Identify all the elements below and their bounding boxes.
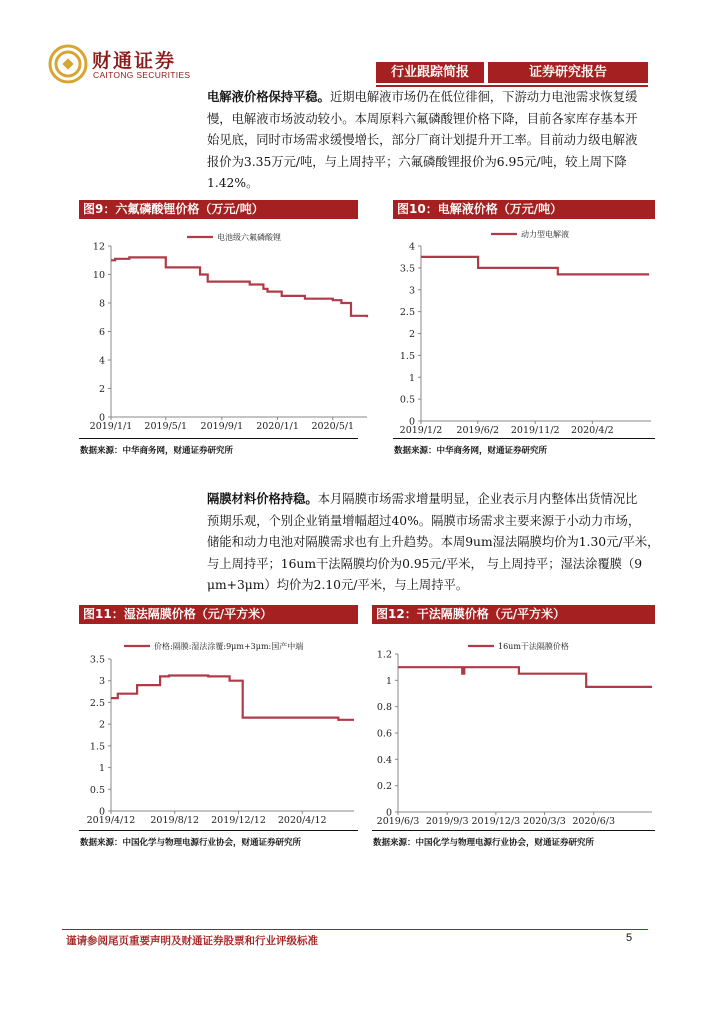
y-tick-label: 6	[98, 327, 105, 338]
y-tick-label: 2.5	[89, 697, 105, 709]
y-tick-label: 0.5	[399, 394, 415, 406]
paragraph-line: μm+3μm）均价为2.10元/平米，与上周持平。	[207, 578, 469, 592]
x-tick-label: 2019/1/2	[399, 425, 443, 436]
figure-9-title: 图9：六氟磷酸锂价格（万元/吨）	[79, 200, 358, 219]
figure-10-chart	[393, 224, 658, 436]
x-tick-label: 2019/6/2	[456, 425, 500, 436]
x-tick-label: 2019/6/3	[376, 816, 420, 827]
figure-10-title: 图10：电解液价格（万元/吨）	[393, 200, 655, 219]
y-tick-label: 4	[98, 355, 105, 367]
y-tick-label: 2	[98, 719, 105, 731]
paragraph-line: 预期乐观，个别企业销量增幅超过40%。隔膜市场需求主要来源于小动力市场，	[207, 513, 641, 528]
company-logo	[48, 44, 198, 84]
x-tick-label: 2020/1/1	[256, 421, 299, 432]
footer-divider	[62, 929, 648, 930]
paragraph-line: 1.42%。	[207, 176, 259, 190]
figure-12-source: 数据来源：中国化学与物理电源行业协会，财通证券研究所	[373, 838, 595, 848]
paragraph-line: 报价为3.35万元/吨，与上周持平；六氟磷酸锂报价为6.95元/吨，较上周下降	[207, 154, 627, 169]
x-tick-label: 2019/8/12	[150, 815, 200, 826]
legend-label: 动力型电解液	[521, 230, 569, 239]
x-tick-label: 2019/4/12	[86, 815, 136, 826]
paragraph-line: 慢，电解液市场波动较小。本周原料六氟磷酸锂价格下降，目前各家库存基本开	[207, 111, 638, 126]
y-tick-label: 0.5	[89, 784, 105, 796]
paragraph-line: 近期电解液市场仍在低位徘徊，下游动力电池需求恢复缓	[329, 90, 638, 104]
report-type-tag: 行业跟踪简报	[376, 62, 484, 83]
figure-11-chart	[79, 628, 369, 828]
y-tick-label: 4	[408, 241, 415, 253]
logo-text-en: CAITONG SECURITIES	[93, 70, 191, 80]
logo-text-cn: 财通证券	[92, 50, 177, 72]
paragraph-line: 始见底，同时市场需求缓慢增长，部分厂商计划提升开工率。目前动力级电解液	[207, 133, 638, 147]
y-tick-label: 3.5	[89, 654, 105, 666]
y-tick-label: 1	[98, 763, 105, 775]
x-tick-label: 2019/1/1	[89, 421, 133, 432]
y-tick-label: 0.6	[376, 728, 392, 740]
x-tick-label: 2019/5/1	[144, 421, 188, 432]
x-tick-label: 2020/6/3	[572, 816, 616, 827]
x-tick-label: 2019/9/3	[425, 816, 469, 827]
y-tick-label: 3	[98, 676, 105, 688]
page-number: 5	[626, 932, 633, 944]
figure-10-source: 数据来源：中华商务网，财通证券研究所	[394, 446, 548, 456]
y-tick-label: 2	[408, 329, 415, 340]
y-tick-label: 10	[92, 270, 105, 281]
figure-10-rule	[393, 438, 655, 439]
y-tick-label: 12	[92, 241, 105, 253]
paragraph-separator	[207, 488, 660, 597]
footer-disclaimer: 谨请参阅尾页重要声明及财通证券股票和行业评级标准	[66, 935, 318, 947]
y-tick-label: 1.2	[376, 649, 392, 661]
series-line	[398, 667, 652, 687]
logo-coin-icon	[48, 44, 88, 84]
figure-12-title: 图12：干法隔膜价格（元/平方米）	[372, 605, 655, 624]
report-category-tag: 证券研究报告	[488, 62, 648, 83]
x-tick-label: 2020/4/2	[571, 425, 614, 436]
paragraph-line: 储能和动力电池对隔膜需求也有上升趋势。本周9um湿法隔膜均价为1.30元/平米，	[207, 535, 660, 549]
figure-9-source: 数据来源：中华商务网，财通证券研究所	[80, 446, 234, 456]
y-tick-label: 0	[98, 806, 105, 818]
y-tick-label: 0	[408, 416, 415, 428]
series-line	[111, 676, 354, 720]
paragraph-lead: 电解液价格保持平稳。	[207, 89, 330, 104]
figure-11-source: 数据来源：中国化学与物理电源行业协会，财通证券研究所	[80, 838, 302, 848]
paragraph-line: 与上周持平；16um干法隔膜均价为0.95元/平米， 与上周持平；湿法涂覆膜（9	[207, 556, 643, 571]
figure-11-title: 图11：湿法隔膜价格（元/平方米）	[79, 605, 358, 624]
x-tick-label: 2019/12/3	[471, 816, 521, 827]
x-tick-label: 2020/3/3	[523, 816, 566, 827]
legend-label: 16um干法隔膜价格	[498, 642, 569, 651]
y-tick-label: 2	[98, 384, 105, 395]
series-line	[421, 257, 649, 275]
y-tick-label: 0	[98, 412, 105, 424]
figure-12-rule	[372, 830, 655, 831]
legend-label: 价格:隔膜:湿法涂覆:9μm+3μm:国产中端	[154, 642, 304, 651]
y-tick-label: 0	[385, 807, 392, 819]
y-tick-label: 1.5	[399, 350, 415, 362]
y-tick-label: 1	[385, 675, 392, 687]
figure-9-rule	[79, 438, 358, 439]
y-tick-label: 2.5	[399, 307, 415, 319]
figure-11-rule	[79, 830, 358, 831]
y-tick-label: 3.5	[399, 263, 415, 275]
y-tick-label: 0.8	[376, 702, 392, 714]
x-tick-label: 2019/12/12	[211, 815, 266, 826]
series-line	[111, 257, 367, 317]
x-tick-label: 2020/4/12	[277, 815, 327, 826]
paragraph-electrolyte	[207, 86, 653, 195]
y-tick-label: 0.2	[376, 781, 392, 793]
paragraph-lead: 隔膜材料价格持稳。	[207, 491, 318, 506]
y-tick-label: 8	[98, 298, 105, 310]
figure-12-chart	[372, 628, 662, 828]
y-tick-label: 1	[408, 372, 415, 384]
figure-9-chart	[79, 224, 369, 436]
legend-label: 电池级六氟磷酸锂	[217, 233, 281, 242]
y-tick-label: 3	[408, 285, 415, 297]
y-tick-label: 0.4	[376, 754, 392, 766]
y-tick-label: 1.5	[89, 741, 105, 753]
x-tick-label: 2020/5/1	[311, 421, 355, 432]
paragraph-line: 本月隔膜市场需求增量明显，企业表示月内整体出货情况比	[317, 492, 638, 506]
x-tick-label: 2019/11/2	[510, 425, 560, 436]
x-tick-label: 2019/9/1	[200, 421, 244, 432]
